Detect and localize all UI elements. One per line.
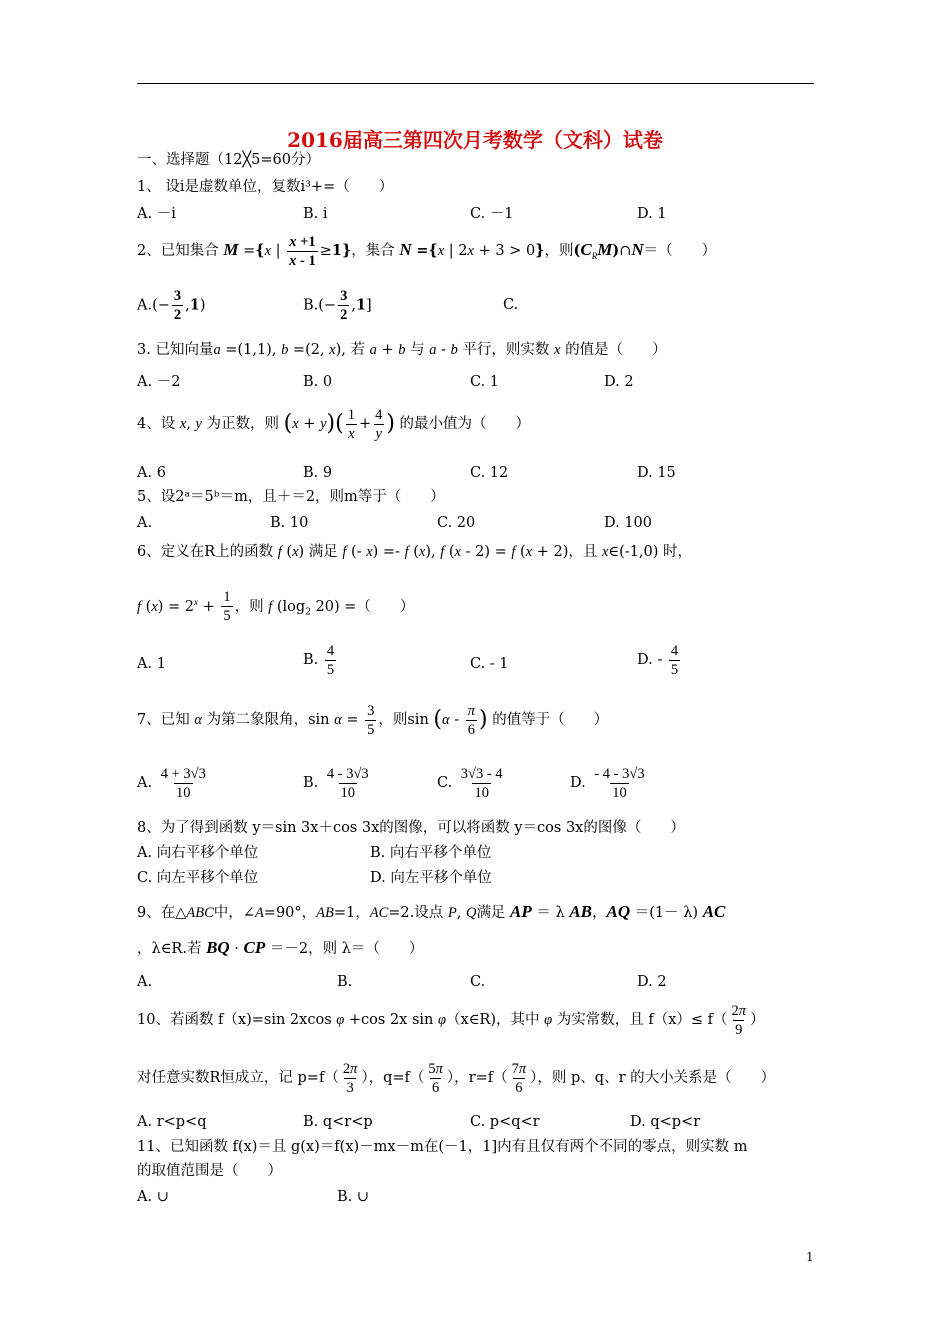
q3-option-b: B. 0 [303, 374, 333, 390]
q7-option-b: B. $\frac{4 - 3√3}{10}$ [303, 765, 369, 801]
q2-mid: ，集合 [351, 243, 395, 259]
q10-option-b: B. q<r<p [303, 1114, 373, 1130]
q10-option-a: A. r<p<q [137, 1114, 207, 1130]
q3-option-d: D. 2 [604, 374, 634, 390]
question-6: 6、定义在R上的函数 f (x) 满足 f (- x) =- f (x), f (x - 2) = f (x + 2)，且 x∈(-1,0) 时， [137, 544, 693, 560]
question-1: 1、 设i是虚数单位，复数i³+=（ ） [137, 179, 394, 195]
q4-option-a: A. 6 [137, 465, 166, 481]
q1-option-a: A. －i [137, 206, 176, 222]
question-6-cont: f $(x) = 2^x$ + $\frac{1}{5}$ ，则 f ($\log_2$ 20) =（ ） [137, 589, 415, 625]
q9-option-a: A. [137, 974, 153, 990]
q2-set-m: M [223, 240, 239, 259]
q9-option-c: C. [470, 974, 486, 990]
q8-option-b: B. 向右平移个单位 [370, 845, 492, 861]
question-11-cont: 的取值范围是（ ） [137, 1163, 282, 1179]
question-3: 3. 已知向量a =(1,1), b =(2, x), 若 a + b 与 a - b 平行，则实数 x 的值是（ ） [137, 342, 667, 358]
q7-option-d: D. $\frac{- 4 - 3√3}{10}$ [570, 765, 645, 801]
q11-option-a: A. ∪ [137, 1189, 169, 1205]
section-heading: 一、选择题（12╳5=60分） [137, 152, 321, 168]
q6-option-d: D. - $\frac{4}{5}$ [637, 642, 679, 678]
q2-prefix: 2、已知集合 [137, 243, 219, 259]
q2-option-a: A.(− $\frac{3}{2}$ ,1) [137, 288, 206, 323]
q8-option-d: D. 向左平移个单位 [370, 870, 492, 886]
q8-option-a: A. 向右平移个单位 [137, 845, 259, 861]
q2-option-b: B.(− $\frac{3}{2}$ ,1] [303, 288, 372, 323]
q2-fraction: $\frac{x +1}{x - 1}$ [289, 233, 316, 269]
question-9: 9、在△ABC中，∠A=90°，AB=1，AC=2.设点 P, Q满足 AP ＝ λ AB，AQ ＝(1－ λ) AC [137, 902, 726, 921]
q11-option-b: B. ∪ [337, 1189, 370, 1205]
question-4: 4、设 x, y 为正数，则 (x + y)( $\frac{1}{x}$ + $\frac{4}{y}$ ) 的最小值为（ ） [137, 406, 531, 442]
q7-option-c: C. $\frac{3√3 - 4}{10}$ [437, 765, 503, 801]
question-7: 7、已知 α 为第二象限角，sin α = $\frac{3}{5}$ ，则sin (α - $\frac{\pi}{6}$ ) 的值等于（ ） [137, 702, 609, 738]
q5-option-b: B. 10 [270, 515, 309, 531]
q4-option-d: D. 15 [637, 465, 676, 481]
q6-option-b: B. $\frac{4}{5}$ [303, 642, 335, 678]
question-10: 10、若函数 f（x)=sin 2xcos φ +cos 2x sin φ（x∈R)，其中 φ 为实常数，且 f（x）≤ f（ $\frac{2\pi}{9}$ ） [137, 1002, 765, 1038]
q1-option-c: C. －1 [470, 206, 514, 222]
q6-option-a: A. 1 [137, 656, 166, 672]
q5-option-a: A. [137, 515, 153, 531]
q2-post: ，则 [544, 243, 574, 259]
q3-option-a: A. －2 [137, 374, 181, 390]
q4-option-b: B. 9 [303, 465, 333, 481]
header-rule [137, 83, 814, 84]
question-11: 11、已知函数 f(x)＝且 g(x)＝f(x)－mx－m在(－1，1]内有且仅有两个不同的零点，则实数 m [137, 1139, 748, 1155]
page-title: 2016届高三第四次月考数学（文科）试卷 [287, 128, 663, 152]
question-8: 8、为了得到函数 y＝sin 3x＋cos 3x的图像，可以将函数 y＝cos 3x的图像（ ） [137, 820, 685, 836]
q10-option-d: D. q<p<r [630, 1114, 701, 1130]
q9-option-d: D. 2 [637, 974, 667, 990]
q1-option-d: D. 1 [637, 206, 667, 222]
q7-option-a: A. $\frac{4 + 3√3}{10}$ [137, 765, 206, 801]
question-10-cont: 对任意实数R恒成立，记 p=f（ $\frac{2\pi}{3}$ ），q=f（ $\frac{5\pi}{6}$ ），r=f（ $\frac{7\pi}{6}$ ），则 p、q、r 的大小关系是（ ） [137, 1060, 776, 1096]
q8-option-c: C. 向左平移个单位 [137, 870, 259, 886]
q9-option-b: B. [337, 974, 353, 990]
q2-end: ＝（ ） [643, 243, 717, 259]
q10-option-c: C. p<q<r [470, 1114, 540, 1130]
q2-option-c: C. [503, 297, 519, 313]
q6-option-c: C. - 1 [470, 656, 509, 672]
q1-option-b: B. i [303, 206, 328, 222]
q3-option-c: C. 1 [470, 374, 500, 390]
question-2: 2、已知集合 M ={x | $\frac{x +1}{x - 1}$ ≥1}，集合 N ={x | 2x + 3 > 0}，则$(C_RM)\cap N=$（ ） [137, 233, 717, 269]
q5-option-d: D. 100 [604, 515, 653, 531]
question-5: 5、设2ᵃ＝5ᵇ＝m，且＋＝2，则m等于（ ） [137, 489, 445, 505]
question-9-cont: ，λ∈R.若 BQ · CP ＝－2，则 λ＝（ ） [137, 938, 424, 957]
q5-option-c: C. 20 [437, 515, 476, 531]
q2-set-n: N [399, 240, 412, 259]
page-number: 1 [806, 1250, 814, 1264]
q4-option-c: C. 12 [470, 465, 509, 481]
